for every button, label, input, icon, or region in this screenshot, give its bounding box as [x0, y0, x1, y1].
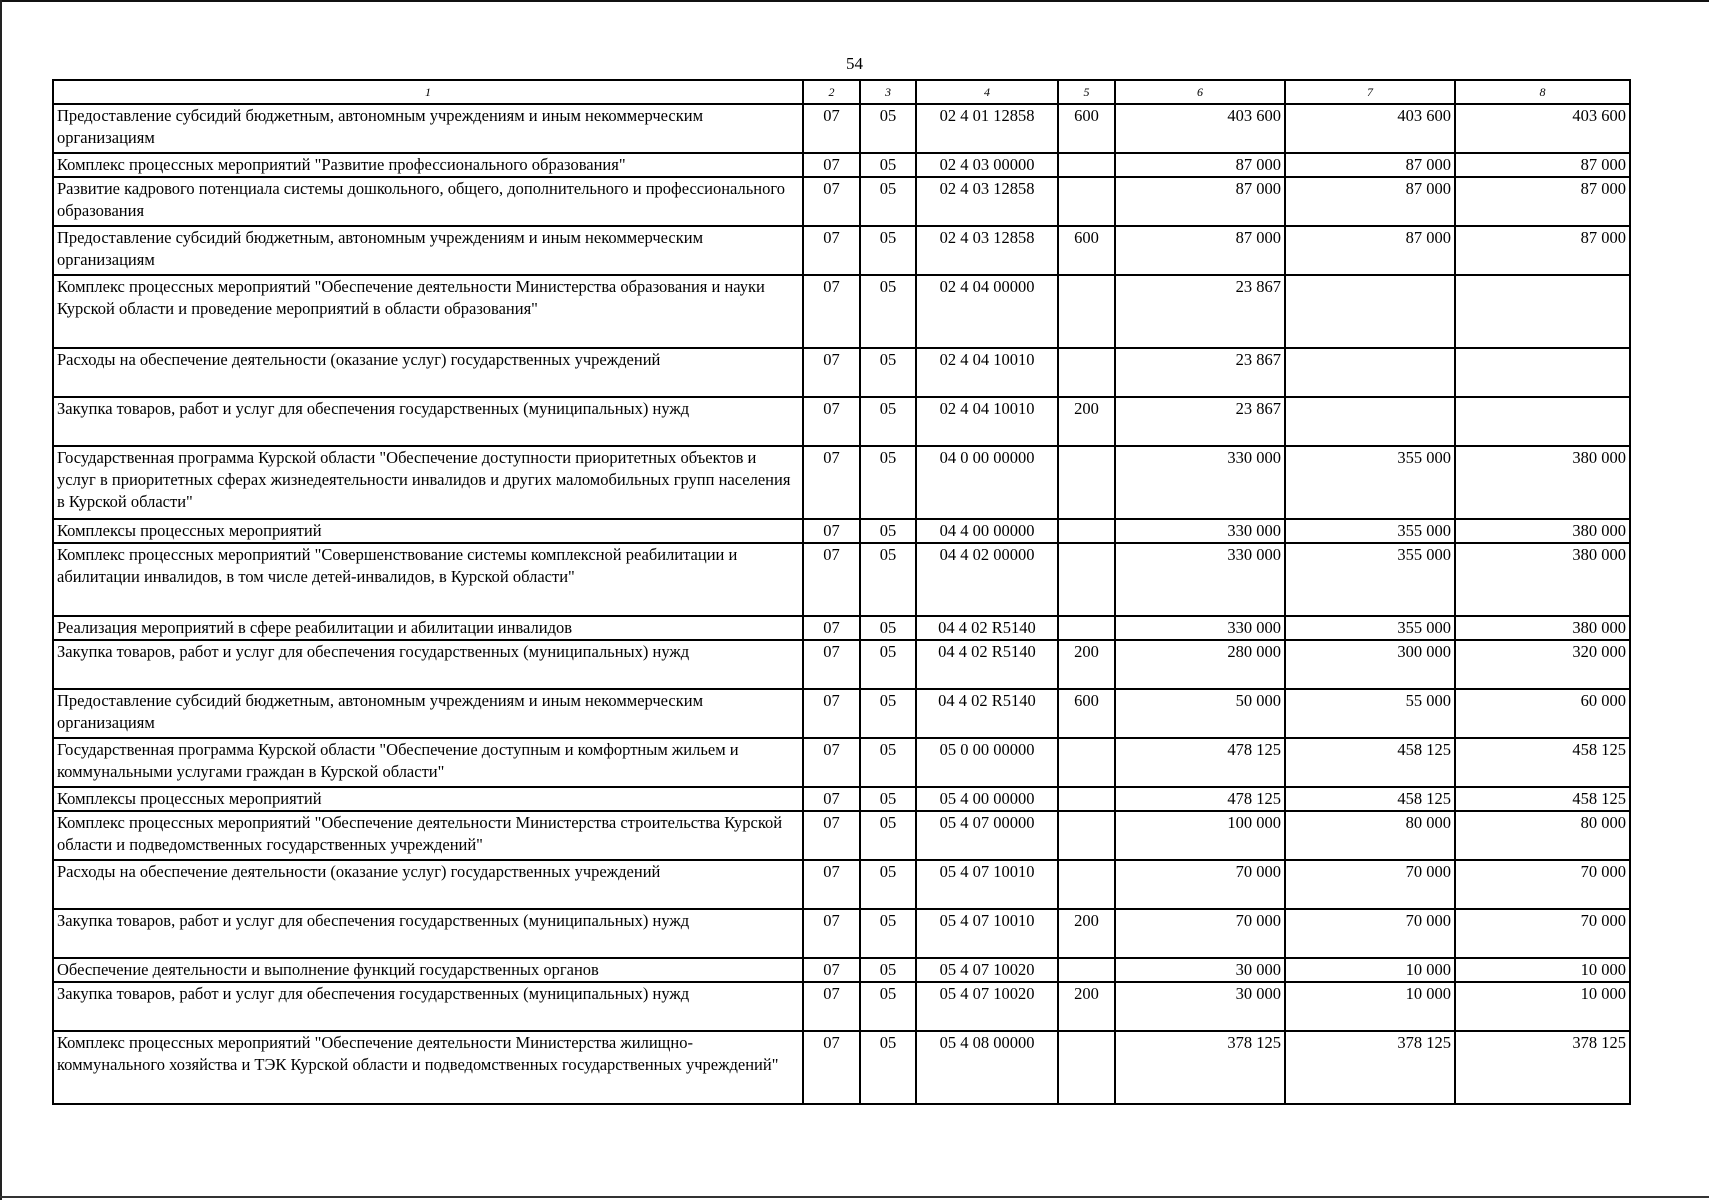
row-amount-col6: 50 000 — [1115, 689, 1285, 738]
table-row — [53, 1031, 1630, 1104]
row-section-code: 07 — [803, 689, 860, 738]
row-amount-col8: 87 000 — [1455, 226, 1630, 275]
row-expense-type-code — [1058, 787, 1115, 811]
row-amount-col7: 10 000 — [1285, 958, 1455, 982]
row-subsection-code: 05 — [860, 689, 916, 738]
row-amount-col7: 87 000 — [1285, 153, 1455, 177]
table-row — [53, 397, 1630, 446]
row-subsection-code: 05 — [860, 275, 916, 348]
row-target-article-code: 05 4 07 10020 — [916, 982, 1058, 1031]
row-name: Закупка товаров, работ и услуг для обеспечения государственных (муниципальных) нужд — [53, 982, 803, 1031]
row-amount-col7: 378 125 — [1285, 1031, 1455, 1104]
row-name: Расходы на обеспечение деятельности (оказание услуг) государственных учреждений — [53, 348, 803, 397]
row-amount-col8: 380 000 — [1455, 446, 1630, 519]
row-amount-col8: 70 000 — [1455, 860, 1630, 909]
row-amount-col6: 330 000 — [1115, 616, 1285, 640]
row-subsection-code: 05 — [860, 177, 916, 226]
row-amount-col8: 70 000 — [1455, 909, 1630, 958]
row-name: Закупка товаров, работ и услуг для обеспечения государственных (муниципальных) нужд — [53, 909, 803, 958]
row-amount-col6: 100 000 — [1115, 811, 1285, 860]
row-amount-col6: 330 000 — [1115, 519, 1285, 543]
row-section-code: 07 — [803, 616, 860, 640]
column-header: 5 — [1058, 80, 1115, 104]
row-target-article-code: 02 4 03 12858 — [916, 177, 1058, 226]
row-section-code: 07 — [803, 397, 860, 446]
row-name: Закупка товаров, работ и услуг для обеспечения государственных (муниципальных) нужд — [53, 397, 803, 446]
row-amount-col8: 87 000 — [1455, 153, 1630, 177]
row-section-code: 07 — [803, 275, 860, 348]
row-target-article-code: 04 0 00 00000 — [916, 446, 1058, 519]
row-amount-col7: 10 000 — [1285, 982, 1455, 1031]
row-amount-col6: 403 600 — [1115, 104, 1285, 153]
row-amount-col7: 70 000 — [1285, 909, 1455, 958]
row-amount-col8 — [1455, 348, 1630, 397]
row-name: Государственная программа Курской области "Обеспечение доступности приоритетных объектов и услуг в приоритетных сферах жизнедеятельности инвалидов и других маломобильных групп населения в Курской области" — [53, 446, 803, 519]
row-amount-col8: 320 000 — [1455, 640, 1630, 689]
row-amount-col8: 380 000 — [1455, 519, 1630, 543]
row-subsection-code: 05 — [860, 860, 916, 909]
row-expense-type-code — [1058, 860, 1115, 909]
row-section-code: 07 — [803, 860, 860, 909]
row-amount-col7: 458 125 — [1285, 738, 1455, 787]
row-name: Комплекс процессных мероприятий "Совершенствование системы комплексной реабилитации и абилитации инвалидов, в том числе детей-инвалидов, в Курской области" — [53, 543, 803, 616]
row-amount-col7: 87 000 — [1285, 177, 1455, 226]
row-name: Комплекс процессных мероприятий "Развитие профессионального образования" — [53, 153, 803, 177]
row-amount-col7: 355 000 — [1285, 616, 1455, 640]
row-section-code: 07 — [803, 519, 860, 543]
row-section-code: 07 — [803, 153, 860, 177]
row-subsection-code: 05 — [860, 543, 916, 616]
row-amount-col6: 30 000 — [1115, 958, 1285, 982]
row-name: Комплекс процессных мероприятий "Обеспечение деятельности Министерства строительства Курской области и подведомственных государственных учреждений" — [53, 811, 803, 860]
row-name: Обеспечение деятельности и выполнение функций государственных органов — [53, 958, 803, 982]
row-section-code: 07 — [803, 909, 860, 958]
row-subsection-code: 05 — [860, 446, 916, 519]
table-row — [53, 640, 1630, 689]
row-expense-type-code — [1058, 177, 1115, 226]
row-amount-col8 — [1455, 397, 1630, 446]
column-header: 4 — [916, 80, 1058, 104]
row-subsection-code: 05 — [860, 787, 916, 811]
table-row — [53, 153, 1630, 177]
row-target-article-code: 02 4 04 10010 — [916, 397, 1058, 446]
row-name: Расходы на обеспечение деятельности (оказание услуг) государственных учреждений — [53, 860, 803, 909]
row-amount-col8 — [1455, 275, 1630, 348]
row-amount-col7: 355 000 — [1285, 446, 1455, 519]
row-amount-col6: 70 000 — [1115, 909, 1285, 958]
table-row — [53, 616, 1630, 640]
row-section-code: 07 — [803, 348, 860, 397]
row-amount-col6: 378 125 — [1115, 1031, 1285, 1104]
row-subsection-code: 05 — [860, 348, 916, 397]
row-target-article-code: 05 4 00 00000 — [916, 787, 1058, 811]
row-name: Закупка товаров, работ и услуг для обеспечения государственных (муниципальных) нужд — [53, 640, 803, 689]
row-amount-col7: 70 000 — [1285, 860, 1455, 909]
row-amount-col7: 55 000 — [1285, 689, 1455, 738]
row-subsection-code: 05 — [860, 738, 916, 787]
row-expense-type-code — [1058, 543, 1115, 616]
row-name: Комплексы процессных мероприятий — [53, 519, 803, 543]
column-header: 6 — [1115, 80, 1285, 104]
row-subsection-code: 05 — [860, 640, 916, 689]
column-header: 8 — [1455, 80, 1630, 104]
row-amount-col7: 458 125 — [1285, 787, 1455, 811]
row-section-code: 07 — [803, 226, 860, 275]
column-header: 2 — [803, 80, 860, 104]
row-name: Предоставление субсидий бюджетным, автономным учреждениям и иным некоммерческим организациям — [53, 689, 803, 738]
table-row — [53, 909, 1630, 958]
row-target-article-code: 02 4 03 00000 — [916, 153, 1058, 177]
row-section-code: 07 — [803, 543, 860, 616]
row-section-code: 07 — [803, 104, 860, 153]
row-expense-type-code — [1058, 446, 1115, 519]
row-subsection-code: 05 — [860, 958, 916, 982]
row-section-code: 07 — [803, 982, 860, 1031]
table-row — [53, 104, 1630, 153]
row-target-article-code: 04 4 02 R5140 — [916, 689, 1058, 738]
row-amount-col8: 10 000 — [1455, 982, 1630, 1031]
row-name: Предоставление субсидий бюджетным, автономным учреждениям и иным некоммерческим организациям — [53, 104, 803, 153]
row-target-article-code: 02 4 01 12858 — [916, 104, 1058, 153]
row-amount-col8: 60 000 — [1455, 689, 1630, 738]
row-expense-type-code: 600 — [1058, 689, 1115, 738]
row-amount-col7: 80 000 — [1285, 811, 1455, 860]
row-subsection-code: 05 — [860, 909, 916, 958]
row-amount-col8: 458 125 — [1455, 787, 1630, 811]
row-subsection-code: 05 — [860, 982, 916, 1031]
row-expense-type-code: 200 — [1058, 640, 1115, 689]
row-amount-col6: 70 000 — [1115, 860, 1285, 909]
table-row — [53, 275, 1630, 348]
row-amount-col8: 380 000 — [1455, 616, 1630, 640]
row-section-code: 07 — [803, 177, 860, 226]
row-section-code: 07 — [803, 738, 860, 787]
row-name: Предоставление субсидий бюджетным, автономным учреждениям и иным некоммерческим организациям — [53, 226, 803, 275]
table-body — [53, 104, 1630, 1104]
row-target-article-code: 02 4 04 00000 — [916, 275, 1058, 348]
row-target-article-code: 05 4 08 00000 — [916, 1031, 1058, 1104]
row-expense-type-code — [1058, 519, 1115, 543]
row-expense-type-code — [1058, 811, 1115, 860]
row-subsection-code: 05 — [860, 811, 916, 860]
row-amount-col6: 478 125 — [1115, 738, 1285, 787]
row-amount-col8: 80 000 — [1455, 811, 1630, 860]
row-expense-type-code — [1058, 348, 1115, 397]
table-row — [53, 519, 1630, 543]
row-name: Реализация мероприятий в сфере реабилитации и абилитации инвалидов — [53, 616, 803, 640]
row-target-article-code: 04 4 02 00000 — [916, 543, 1058, 616]
table-row — [53, 689, 1630, 738]
row-target-article-code: 05 4 07 10010 — [916, 909, 1058, 958]
row-target-article-code: 04 4 02 R5140 — [916, 640, 1058, 689]
row-amount-col7 — [1285, 348, 1455, 397]
row-name: Комплекс процессных мероприятий "Обеспечение деятельности Министерства образования и науки Курской области и проведение мероприятий в области образования" — [53, 275, 803, 348]
row-amount-col6: 330 000 — [1115, 446, 1285, 519]
table-header-row — [53, 80, 1630, 104]
row-amount-col7: 355 000 — [1285, 519, 1455, 543]
row-expense-type-code: 600 — [1058, 226, 1115, 275]
row-subsection-code: 05 — [860, 616, 916, 640]
row-amount-col7: 355 000 — [1285, 543, 1455, 616]
row-expense-type-code: 200 — [1058, 982, 1115, 1031]
table-row — [53, 811, 1630, 860]
table-row — [53, 177, 1630, 226]
row-amount-col8: 10 000 — [1455, 958, 1630, 982]
scan-edge-bottom — [0, 1196, 1709, 1198]
row-amount-col8: 403 600 — [1455, 104, 1630, 153]
row-expense-type-code — [1058, 1031, 1115, 1104]
row-subsection-code: 05 — [860, 104, 916, 153]
table-row — [53, 958, 1630, 982]
row-amount-col6: 280 000 — [1115, 640, 1285, 689]
row-amount-col8: 378 125 — [1455, 1031, 1630, 1104]
row-section-code: 07 — [803, 446, 860, 519]
row-amount-col6: 23 867 — [1115, 348, 1285, 397]
row-amount-col6: 23 867 — [1115, 275, 1285, 348]
row-name: Развитие кадрового потенциала системы дошкольного, общего, дополнительного и профессионального образования — [53, 177, 803, 226]
row-expense-type-code — [1058, 275, 1115, 348]
row-amount-col7 — [1285, 397, 1455, 446]
row-amount-col6: 87 000 — [1115, 177, 1285, 226]
row-amount-col8: 380 000 — [1455, 543, 1630, 616]
row-amount-col7: 403 600 — [1285, 104, 1455, 153]
row-target-article-code: 04 4 02 R5140 — [916, 616, 1058, 640]
column-header: 3 — [860, 80, 916, 104]
row-amount-col8: 87 000 — [1455, 177, 1630, 226]
row-amount-col7: 300 000 — [1285, 640, 1455, 689]
row-amount-col7: 87 000 — [1285, 226, 1455, 275]
row-amount-col6: 330 000 — [1115, 543, 1285, 616]
table-row — [53, 982, 1630, 1031]
row-section-code: 07 — [803, 640, 860, 689]
column-header: 1 — [53, 80, 803, 104]
row-target-article-code: 02 4 04 10010 — [916, 348, 1058, 397]
table-row — [53, 860, 1630, 909]
row-amount-col7 — [1285, 275, 1455, 348]
budget-table — [52, 79, 1631, 1105]
row-target-article-code: 05 4 07 00000 — [916, 811, 1058, 860]
row-amount-col6: 23 867 — [1115, 397, 1285, 446]
row-target-article-code: 02 4 03 12858 — [916, 226, 1058, 275]
table-row — [53, 787, 1630, 811]
row-name: Комплекс процессных мероприятий "Обеспечение деятельности Министерства жилищно-коммунального хозяйства и ТЭК Курской области и подведомственных государственных учреждений" — [53, 1031, 803, 1104]
row-name: Комплексы процессных мероприятий — [53, 787, 803, 811]
row-amount-col6: 87 000 — [1115, 226, 1285, 275]
row-section-code: 07 — [803, 958, 860, 982]
row-amount-col6: 30 000 — [1115, 982, 1285, 1031]
row-expense-type-code — [1058, 616, 1115, 640]
table-row — [53, 226, 1630, 275]
row-expense-type-code — [1058, 958, 1115, 982]
row-subsection-code: 05 — [860, 397, 916, 446]
row-amount-col8: 458 125 — [1455, 738, 1630, 787]
column-header: 7 — [1285, 80, 1455, 104]
row-expense-type-code: 200 — [1058, 909, 1115, 958]
row-target-article-code: 05 4 07 10010 — [916, 860, 1058, 909]
scan-edge-top — [0, 0, 1709, 2]
row-subsection-code: 05 — [860, 153, 916, 177]
row-section-code: 07 — [803, 787, 860, 811]
row-target-article-code: 05 0 00 00000 — [916, 738, 1058, 787]
row-expense-type-code — [1058, 738, 1115, 787]
row-amount-col6: 87 000 — [1115, 153, 1285, 177]
row-target-article-code: 05 4 07 10020 — [916, 958, 1058, 982]
row-subsection-code: 05 — [860, 226, 916, 275]
row-expense-type-code: 200 — [1058, 397, 1115, 446]
row-name: Государственная программа Курской области "Обеспечение доступным и комфортным жильем и коммунальными услугами граждан в Курской области" — [53, 738, 803, 787]
row-section-code: 07 — [803, 811, 860, 860]
table-row — [53, 446, 1630, 519]
row-subsection-code: 05 — [860, 519, 916, 543]
row-expense-type-code: 600 — [1058, 104, 1115, 153]
table-row — [53, 738, 1630, 787]
table-row — [53, 348, 1630, 397]
row-amount-col6: 478 125 — [1115, 787, 1285, 811]
row-subsection-code: 05 — [860, 1031, 916, 1104]
row-section-code: 07 — [803, 1031, 860, 1104]
row-expense-type-code — [1058, 153, 1115, 177]
scan-edge-left — [0, 0, 2, 1200]
page-number: 54 — [846, 54, 863, 73]
row-target-article-code: 04 4 00 00000 — [916, 519, 1058, 543]
table-row — [53, 543, 1630, 616]
